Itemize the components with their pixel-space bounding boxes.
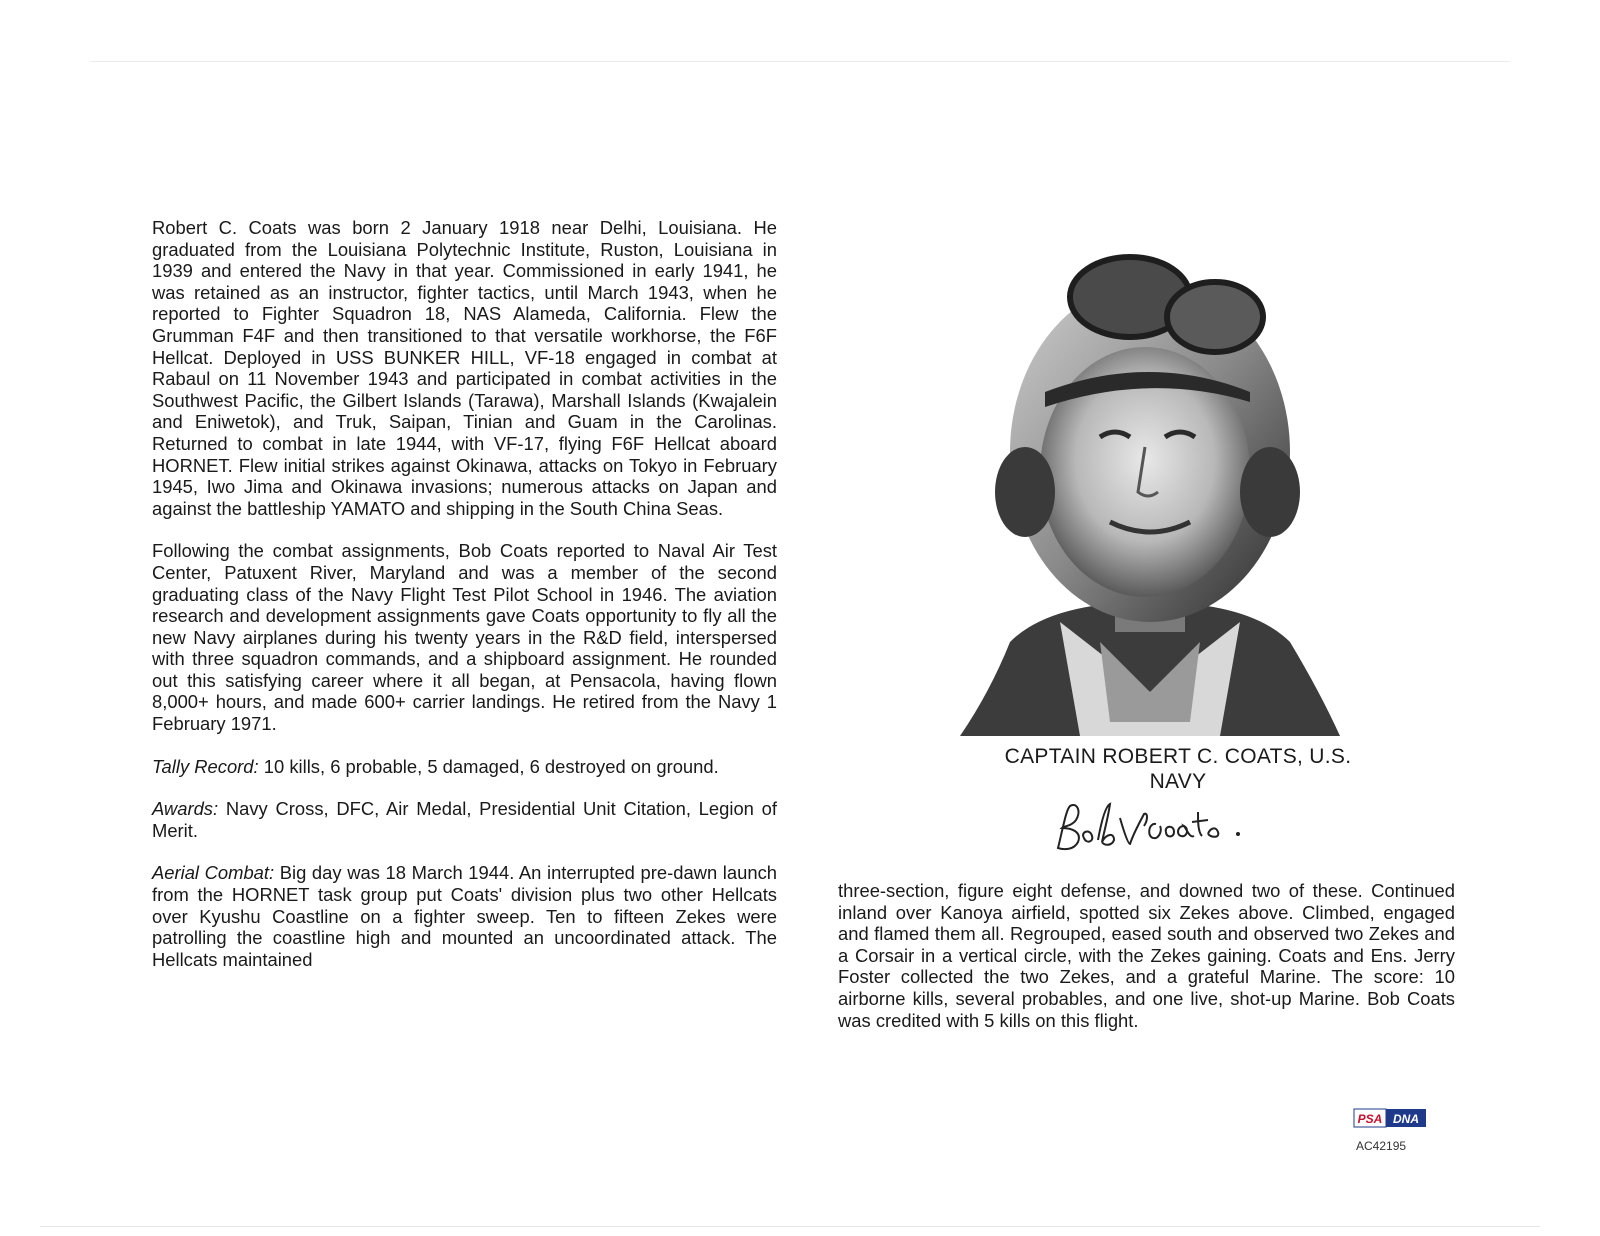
sheet-edge-top [90,61,1510,62]
awards-text: Navy Cross, DFC, Air Medal, Presidential Unit Citation, Legion of Merit. [152,798,777,841]
awards [152,798,777,841]
portrait-caption [948,744,1408,794]
handwritten-signature [1048,798,1288,858]
tally-record-text: 10 kills, 6 probable, 5 damaged, 6 destroyed on ground. [258,755,719,777]
svg-text:DNA: DNA [1393,1112,1419,1126]
caption-line-2: NAVY [1149,770,1207,793]
tally-record-label: Tally Record: [152,755,259,777]
svg-text:PSA: PSA [1357,1112,1383,1126]
bio-paragraph-1: Robert C. Coats was born 2 January 1918 near Delhi, Louisiana. He graduated from the Louisiana Polytechnic Institute, Ruston, Louisiana in 1939 and entered the Navy in that year. Commissioned in early 1941, he was retained as an instructor, fighter tactics, until March 1943, when he reported to Fighter Squadron 18, NAS Alameda, California. Flew the Grumman F4F and then transitioned to that versatile workhorse, the F6F Hellcat. Deployed in USS BUNKER HILL, VF-18 engaged in combat at Rabaul on 11 November 1943 and participated in combat activities in the Southwest Pacific, the Gilbert Islands (Tarawa), Marshall Islands (Kwajalein and Eniwetok), and Truk, Saipan, Tinian and Guam in the Carolinas. Returned to combat in late 1944, with VF-17, flying F6F Hellcat aboard HORNET. Flew initial strikes against Okinawa, attacks on Tokyo in February 1945, Iwo Jima and Okinawa invasions; numerous attacks on Japan and against the battleship YAMATO and shipping in the South China Seas. [152,217,777,519]
aerial-combat-text: Big day was 18 March 1944. An interrupted pre-dawn launch from the HORNET task group put Coats' division plus two other Hellcats over Kyushu Coastline on a fighter sweep. Ten to fifteen Zekes were patrolling the coastline high and mounted an uncoordinated attack. The Hellcats maintained [152,862,777,970]
aerial-combat-continued-text: three-section, figure eight defense, and downed two of these. Continued inland over Kanoya airfield, spotted six Zekes above. Climbed, engaged and flamed them all. Regrouped, eased south and observed two Zekes and a Corsair in a vertical circle, with the Zekes gaining. Coats and Ens. Jerry Foster collected the two Zekes, and a grateful Marine. The score: 10 airborne kills, several probables, and one live, shot-up Marine. Bob Coats was credited with 5 kills on this flight. [838,880,1455,1031]
sheet-edge-bottom [40,1226,1540,1227]
pilot-portrait [950,222,1350,736]
caption-line-1: CAPTAIN ROBERT C. COATS, U.S. [1004,745,1352,768]
authentication-code: AC42195 [1356,1139,1407,1153]
awards-label: Awards: [152,798,219,820]
aerial-combat-label: Aerial Combat: [152,862,275,884]
aerial-combat-continued [838,880,1455,1031]
biography-left-column [152,217,777,991]
bio-paragraph-2: Following the combat assignments, Bob Coats reported to Naval Air Test Center, Patuxent River, Maryland and was a member of the second graduating class of the Navy Flight Test Pilot School in 1946. The aviation research and development assignments gave Coats opportunity to fly all the new Navy airplanes during his twenty years in the R&D field, interspersed with three squadron commands, and a shipboard assignment. He rounded out this satisfying career where it all began, at Pensacola, having flown 8,000+ hours, and made 600+ carrier landings. He retired from the Navy 1 February 1971. [152,540,777,735]
tally-record [152,756,777,778]
aerial-combat [152,862,777,970]
